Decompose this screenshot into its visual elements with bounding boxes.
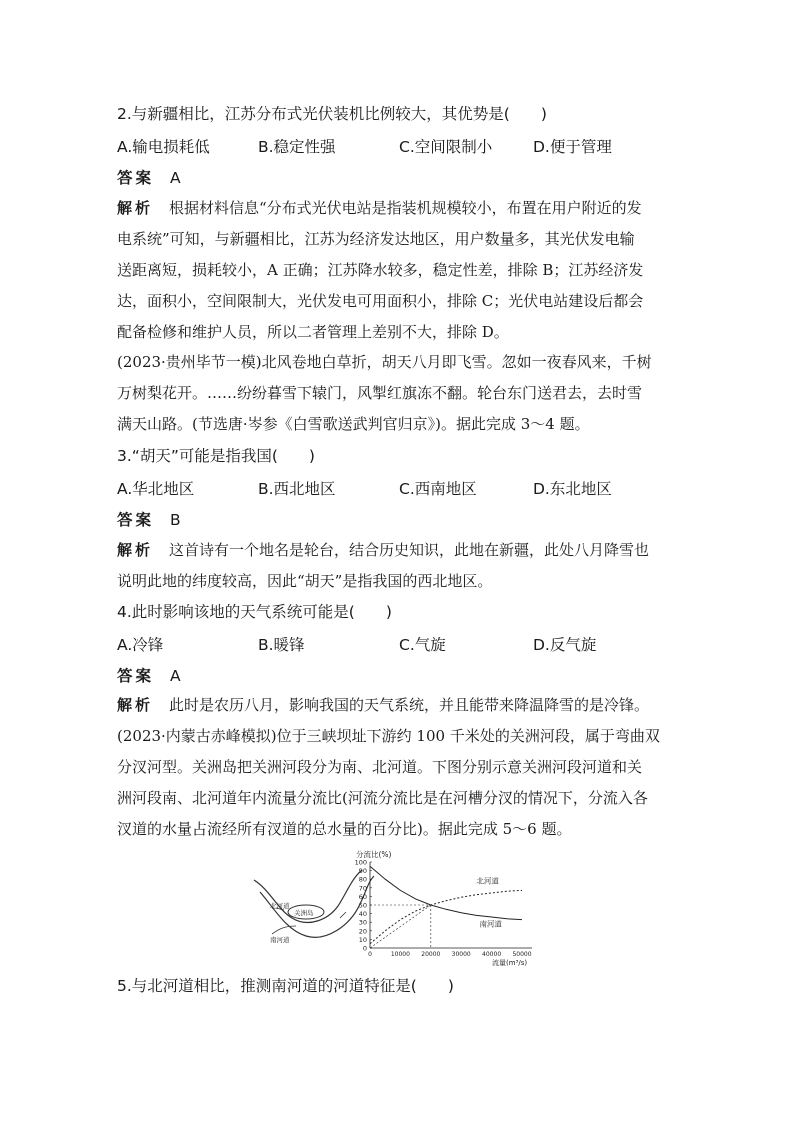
analysis-label: 解析 <box>117 541 154 559</box>
q4-option-d[interactable]: D.反气旋 <box>533 636 597 654</box>
question-3-stem: 3.“胡天”可能是指我国( ) <box>117 447 315 465</box>
flow-split-chart <box>355 849 532 967</box>
y-tick-label: 0 <box>362 944 367 953</box>
question-2-options <box>117 135 687 157</box>
q2-analysis-line-4: 达，面积小，空间限制大，光伏发电可用面积小，排除 C；光伏电站建设后都会 <box>117 292 644 310</box>
chart-y-ticks <box>355 859 372 953</box>
q2-option-d[interactable]: D.便于管理 <box>533 138 612 156</box>
y-tick-label: 20 <box>358 927 367 936</box>
q2-option-a[interactable]: A.输电损耗低 <box>117 138 210 156</box>
material-2-line-4: 汊道的水量占流经所有汊道的总水量的百分比)。据此完成 5～6 题。 <box>117 820 572 838</box>
q2-analysis-line-5: 配备检修和维护人员，所以二者管理上差别不大，排除 D。 <box>117 323 509 341</box>
south-branch-line <box>272 926 296 934</box>
series-label-south: 南河道 <box>479 919 502 929</box>
q2-analysis-line-2: 电系统”可知，与新疆相比，江苏为经济发达地区，用户数量多，其光伏发电输 <box>117 230 635 248</box>
q2-answer <box>117 166 181 188</box>
y-tick-label: 60 <box>358 892 367 901</box>
flow-arrow-2 <box>340 912 346 918</box>
q4-answer <box>117 664 181 686</box>
x-tick-label: 20000 <box>421 951 441 958</box>
q3-option-a[interactable]: A.华北地区 <box>117 480 195 498</box>
material-1-line-2: 万树梨花开。……纷纷暮雪下辕门，风掣红旗冻不翻。轮台东门送君去，去时雪 <box>117 384 643 402</box>
q4-analysis-line-1: 解析 此时是农历八月，影响我国的天气系统，并且能带来降温降雪的是冷锋。 <box>117 696 650 714</box>
q4-option-b[interactable]: B.暖锋 <box>258 636 305 654</box>
series-line-north <box>370 890 522 943</box>
q2-option-c[interactable]: C.空间限制小 <box>399 138 493 156</box>
material-1-line-3: 满天山路。(节选唐·岑参《白雪歌送武判官归京》)。据此完成 3～4 题。 <box>117 415 590 433</box>
map-label-north: 北河道 <box>270 902 290 910</box>
x-tick-label: 30000 <box>451 951 471 958</box>
chart-reference-lines <box>370 905 431 948</box>
y-tick-label: 40 <box>358 910 367 919</box>
q4-option-a[interactable]: A.冷锋 <box>117 636 164 654</box>
answer-label: 答案 <box>117 169 155 187</box>
answer-value: A <box>170 667 181 685</box>
answer-label: 答案 <box>117 511 155 529</box>
x-tick-label: 0 <box>368 951 372 958</box>
chart-x-ticks <box>368 951 532 958</box>
figure-river-and-chart <box>250 848 550 970</box>
material-2-line-1: (2023·内蒙古赤峰模拟)位于三峡坝址下游约 100 千米处的关洲河段，属于弯曲双 <box>117 727 660 745</box>
question-4-stem: 4.此时影响该地的天气系统可能是( ) <box>117 603 392 621</box>
q3-analysis-line-2: 说明此地的纬度较高，因此“胡天”是指我国的西北地区。 <box>117 572 493 590</box>
q2-analysis-line-3: 送距离短，损耗较小，A 正确；江苏降水较多，稳定性差，排除 B；江苏经济发 <box>117 261 644 279</box>
map-label-south: 南河道 <box>270 936 290 944</box>
chart-xlabel: 流量(m³/s) <box>492 959 528 967</box>
y-tick-label: 50 <box>358 901 367 910</box>
x-tick-label: 50000 <box>512 951 532 958</box>
question-2-stem: 2.与新疆相比，江苏分布式光伏装机比例较大，其优势是( ) <box>117 105 547 123</box>
question-3-options <box>117 477 687 499</box>
answer-label: 答案 <box>117 667 155 685</box>
y-tick-label: 90 <box>358 867 367 876</box>
map-label-island: 关洲岛 <box>294 909 314 917</box>
q3-option-c[interactable]: C.西南地区 <box>399 480 477 498</box>
q3-option-b[interactable]: B.西北地区 <box>258 480 336 498</box>
question-5-stem: 5.与北河道相比，推测南河道的河道特征是( ) <box>117 977 454 995</box>
analysis-label: 解析 <box>117 696 154 714</box>
reference-line-diagonal <box>370 905 431 948</box>
y-tick-label: 100 <box>354 858 367 867</box>
y-tick-label: 30 <box>358 918 367 927</box>
series-line-south <box>370 866 522 919</box>
chart-ylabel: 分流比(%) <box>356 850 392 859</box>
answer-value: B <box>170 511 181 529</box>
q3-analysis-line-1: 解析 这首诗有一个地名是轮台，结合历史知识，此地在新疆，此处八月降雪也 <box>117 541 650 559</box>
y-tick-label: 10 <box>358 935 367 944</box>
q2-option-b[interactable]: B.稳定性强 <box>258 138 336 156</box>
chart-series <box>370 866 522 943</box>
answer-value: A <box>170 169 181 187</box>
q3-option-d[interactable]: D.东北地区 <box>533 480 612 498</box>
y-tick-label: 80 <box>358 875 367 884</box>
material-2-line-3: 洲河段南、北河道年内流量分流比(河流分流比是在河槽分汊的情况下，分流入各 <box>117 789 648 807</box>
material-2-line-2: 分汊河型。关洲岛把关洲河段分为南、北河道。下图分别示意关洲河段河道和关 <box>117 758 643 776</box>
q3-answer <box>117 508 181 530</box>
material-1-line-1: (2023·贵州毕节一模)北风卷地白草折，胡天八月即飞雪。忽如一夜春风来，千树 <box>117 353 652 371</box>
x-tick-label: 40000 <box>482 951 502 958</box>
q2-analysis-line-1: 解析 根据材料信息“分布式光伏电站是指装机规模较小，布置在用户附近的发 <box>117 199 642 217</box>
x-tick-label: 10000 <box>390 951 410 958</box>
figure-svg <box>250 848 550 970</box>
series-label-north: 北河道 <box>476 876 499 886</box>
river-map <box>254 870 374 944</box>
q4-option-c[interactable]: C.气旋 <box>399 636 446 654</box>
question-4-options <box>117 633 687 655</box>
analysis-label: 解析 <box>117 199 154 217</box>
y-tick-label: 70 <box>358 884 367 893</box>
